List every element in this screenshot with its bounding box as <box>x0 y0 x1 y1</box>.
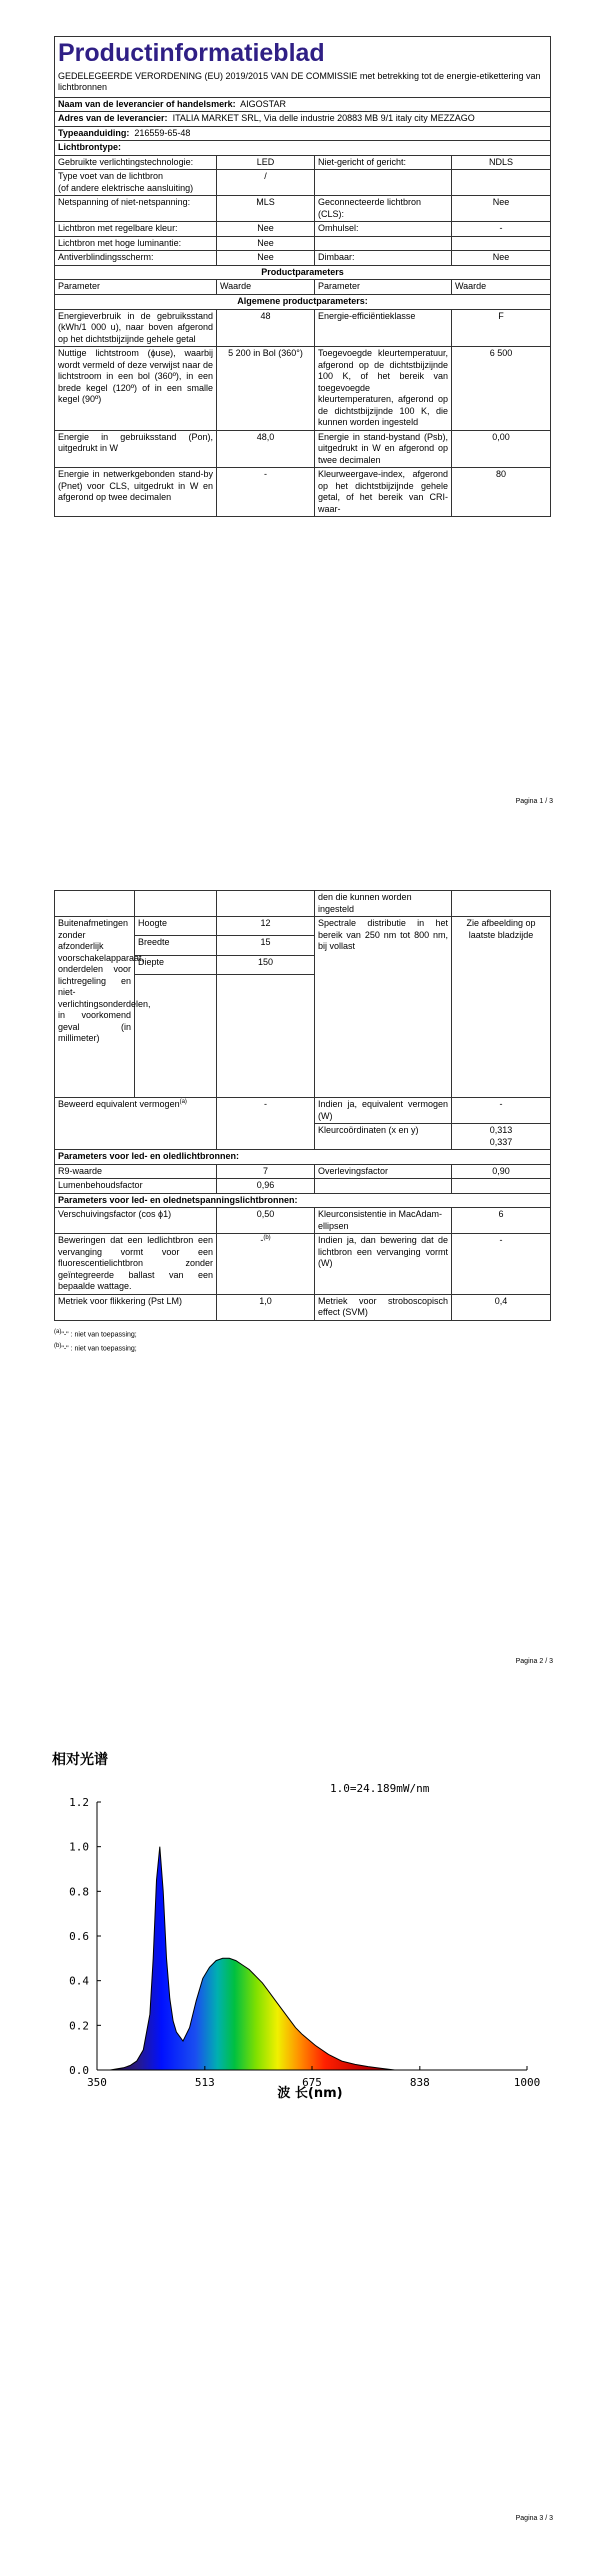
claimed-power-value: - <box>217 1098 315 1150</box>
dimensions-label: Buitenafmetingen zonder afzonderlijk voorschakelapparaat, onderdelen voor lichtregeling en niet-verlichtingsonderdelen, in voorkomend geval (in millimeter) <box>55 917 135 1098</box>
info-sheet-box <box>54 36 550 517</box>
standby-power-label: Energie in stand-bystand (Psb), uitgedrukt in W en afgerond op twee decimalen <box>315 430 452 468</box>
col-header-value-2: Waarde <box>452 280 551 295</box>
info-table <box>54 36 551 517</box>
cap-type-value: / <box>217 170 315 196</box>
depth-value: 150 <box>217 955 315 974</box>
spectral-label: Spectrale distributie in het bereik van 250 nm tot 800 nm, bij vollast <box>315 917 452 1098</box>
standby-power-value: 0,00 <box>452 430 551 468</box>
technology-value: LED <box>217 155 315 170</box>
y-tick-label: 0.2 <box>69 2019 89 2033</box>
type-value: 216559-65-48 <box>134 127 191 138</box>
lumen-maintenance-value: 0,96 <box>217 1179 315 1194</box>
x-axis-title: 波 长(nm) <box>277 2086 343 2101</box>
replacement-claim-value: -$^{(b)}$ <box>217 1234 315 1295</box>
mains-label: Netspanning of niet-netspanning: <box>55 196 217 222</box>
x-tick-label: 675 <box>302 2076 322 2089</box>
spectrum-chart <box>0 1750 603 2110</box>
chromaticity-label: Kleurcoördinaten (x en y) <box>315 1124 452 1150</box>
technology-label: Gebruikte verlichtingstechnologie: <box>55 155 217 170</box>
high-luminance-label: Lichtbron met hoge luminantie: <box>55 236 217 251</box>
page-number: Pagina 1 / 3 <box>515 798 553 805</box>
supplier-name: AIGOSTAR <box>240 98 286 109</box>
equivalent-power-value: - <box>452 1098 551 1124</box>
page-2 <box>0 820 603 1665</box>
cls-label: Geconnecteerde lichtbron (CLS): <box>315 196 452 222</box>
width-label: Breedte <box>135 936 217 955</box>
y-tick-label: 0.0 <box>69 2064 89 2077</box>
supplier-address: ITALIA MARKET SRL, Via delle industrie 20883 MB 9/1 italy city MEZZAGO <box>172 113 475 124</box>
dimmable-label: Dimbaar: <box>315 251 452 266</box>
cap-type-label: Type voet van de lichtbron (of andere elektrische aansluiting) <box>55 170 217 196</box>
chart-annotation: 1.0=24.189mW/nm <box>330 1782 430 1795</box>
cls-value: Nee <box>452 196 551 222</box>
network-standby-label: Energie in netwerkgebonden stand-by (Pnet) voor CLS, uitgedrukt in W en afgerond op twee decimalen <box>55 468 217 517</box>
equivalent-power-label: Indien ja, equivalent vermogen (W) <box>315 1098 452 1124</box>
page-1 <box>0 0 603 820</box>
y-tick-label: 1.2 <box>69 1796 89 1809</box>
col-header-param-2: Parameter <box>315 280 452 295</box>
footnotes <box>54 1327 550 1355</box>
claimed-power-label: Beweerd equivalent vermogen$^{(a)}$ <box>55 1098 217 1150</box>
flicker-label: Metriek voor flikkering (Pst LM) <box>55 1294 217 1320</box>
cri-label: Kleurweergave-index, afgerond op het dichtstbijzijnde gehele getal, of het bereik van CRI-waar- <box>315 468 452 517</box>
spectral-value: Zie afbeelding op laatste bladzijde <box>452 917 551 1098</box>
height-label: Hoogte <box>135 917 217 936</box>
flicker-value: 1,0 <box>217 1294 315 1320</box>
info-sheet-box-2 <box>54 890 550 1355</box>
stroboscopic-label: Metriek voor stroboscopisch effect (SVM) <box>315 1294 452 1320</box>
color-consistency-value: 6 <box>452 1208 551 1234</box>
supplier-address-row: Adres van de leverancier: ITALIA MARKET SRL, Via delle industrie 20883 MB 9/1 italy city MEZZAGO <box>55 112 551 127</box>
displacement-factor-label: Verschuivingsfactor (cos ϕ1) <box>55 1208 217 1234</box>
dimmable-value: Nee <box>452 251 551 266</box>
on-mode-power-label: Energie in gebruiksstand (Pon), uitgedrukt in W <box>55 430 217 468</box>
x-tick-label: 1000 <box>513 2076 541 2089</box>
replacement-claim-label: Beweringen dat een ledlichtbron een vervanging vormt voor een fluorescentielichtbron zonder geïntegreerde ballast van een bepaalde wattage. <box>55 1234 217 1295</box>
cct-label: Toegevoegde kleurtemperatuur, afgerond op de dichtstbijzijnde 100 K, of het bereik van toegevoegde kleurtemperaturen, afgerond op de dichtstbijzijnde 100 K, die kunnen worden ingesteld <box>315 347 452 431</box>
y-axis-title: 相对光谱 <box>52 1752 108 1768</box>
info-table-2 <box>54 890 551 1321</box>
general-params-heading: Algemene productparameters: <box>55 295 551 310</box>
y-tick-label: 0.8 <box>69 1885 89 1899</box>
useful-flux-label: Nuttige lichtstroom (ϕuse), waarbij wordt vermeld of deze verwijst naar de lichtstroom in een bol (360º), in een brede kegel (120º) of in een smalle kegel (90º) <box>55 347 217 431</box>
depth-label: Diepte <box>135 955 217 974</box>
color-tunable-label: Lichtbron met regelbare kleur: <box>55 222 217 237</box>
on-mode-power-value: 48,0 <box>217 430 315 468</box>
footnote-b: $^{(b)}$"-" : niet van toepassing; <box>54 1343 137 1353</box>
y-tick-label: 0.6 <box>69 1930 89 1943</box>
lumen-maintenance-label: Lumenbehoudsfactor <box>55 1179 217 1194</box>
cct-value: 6 500 <box>452 347 551 431</box>
x-tick-label: 838 <box>409 2076 430 2089</box>
energy-class-label: Energie-efficiëntieklasse <box>315 309 452 347</box>
type-row: Typeaanduiding: 216559-65-48 <box>55 126 551 141</box>
energy-class-value: F <box>452 309 551 347</box>
r9-value: 7 <box>217 1164 315 1179</box>
col-header-value: Waarde <box>217 280 315 295</box>
envelope-label: Omhulsel: <box>315 222 452 237</box>
footnote-a: $^{(a)}$"-" : niet van toepassing; <box>54 1328 137 1339</box>
chromaticity-value: 0,313 0,337 <box>452 1124 551 1150</box>
x-tick-label: 513 <box>194 2076 215 2089</box>
displacement-factor-value: 0,50 <box>217 1208 315 1234</box>
col-header-param: Parameter <box>55 280 217 295</box>
page-number-2: Pagina 2 / 3 <box>515 1658 553 1665</box>
mains-value: MLS <box>217 196 315 222</box>
stroboscopic-value: 0,4 <box>452 1294 551 1320</box>
r9-label: R9-waarde <box>55 1164 217 1179</box>
envelope-value: - <box>452 222 551 237</box>
energy-consumption-label: Energieverbruik in de gebruiksstand (kWh/1 000 u), naar boven afgerond op het dichtstbijzijnde gehele getal <box>55 309 217 347</box>
high-luminance-value: Nee <box>217 236 315 251</box>
energy-consumption-value: 48 <box>217 309 315 347</box>
supplier-name-row: Naam van de leverancier of handelsmerk: AIGOSTAR <box>55 97 551 112</box>
y-tick-label: 0.4 <box>69 1974 89 1988</box>
cri-continued: den die kunnen worden ingesteld <box>315 891 452 917</box>
color-consistency-label: Kleurconsistentie in MacAdam-ellipsen <box>315 1208 452 1234</box>
product-params-heading: Productparameters <box>55 265 551 280</box>
cri-value: 80 <box>452 468 551 517</box>
directional-value: NDLS <box>452 155 551 170</box>
anti-glare-value: Nee <box>217 251 315 266</box>
useful-flux-value: 5 200 in Bol (360°) <box>217 347 315 431</box>
color-tunable-value: Nee <box>217 222 315 237</box>
page-3 <box>0 1660 603 2560</box>
led-params-heading: Parameters voor led- en oledlichtbronnen: <box>55 1150 551 1165</box>
regulation-text: GEDELEGEERDE VERORDENING (EU) 2019/2015 VAN DE COMMISSIE met betrekking tot de energie-etikettering van lichtbronnen <box>58 70 541 93</box>
anti-glare-label: Antiverblindingsscherm: <box>55 251 217 266</box>
height-value: 12 <box>217 917 315 936</box>
replacement-power-label: Indien ja, dan bewering dat de lichtbron een vervanging vormt (W) <box>315 1234 452 1295</box>
page-title: Productinformatieblad <box>58 39 325 67</box>
survival-value: 0,90 <box>452 1164 551 1179</box>
y-tick-label: 1.0 <box>69 1840 89 1854</box>
page-number-3: Pagina 3 / 3 <box>515 2515 553 2522</box>
x-tick-label: 350 <box>87 2076 107 2089</box>
width-value: 15 <box>217 936 315 955</box>
directional-label: Niet-gericht of gericht: <box>315 155 452 170</box>
light-source-type-heading: Lichtbrontype: <box>55 141 551 156</box>
survival-label: Overlevingsfactor <box>315 1164 452 1179</box>
replacement-power-value: - <box>452 1234 551 1295</box>
mains-params-heading: Parameters voor led- en olednetspanningslichtbronnen: <box>55 1193 551 1208</box>
spectrum-area <box>97 1847 395 2070</box>
network-standby-value: - <box>217 468 315 517</box>
